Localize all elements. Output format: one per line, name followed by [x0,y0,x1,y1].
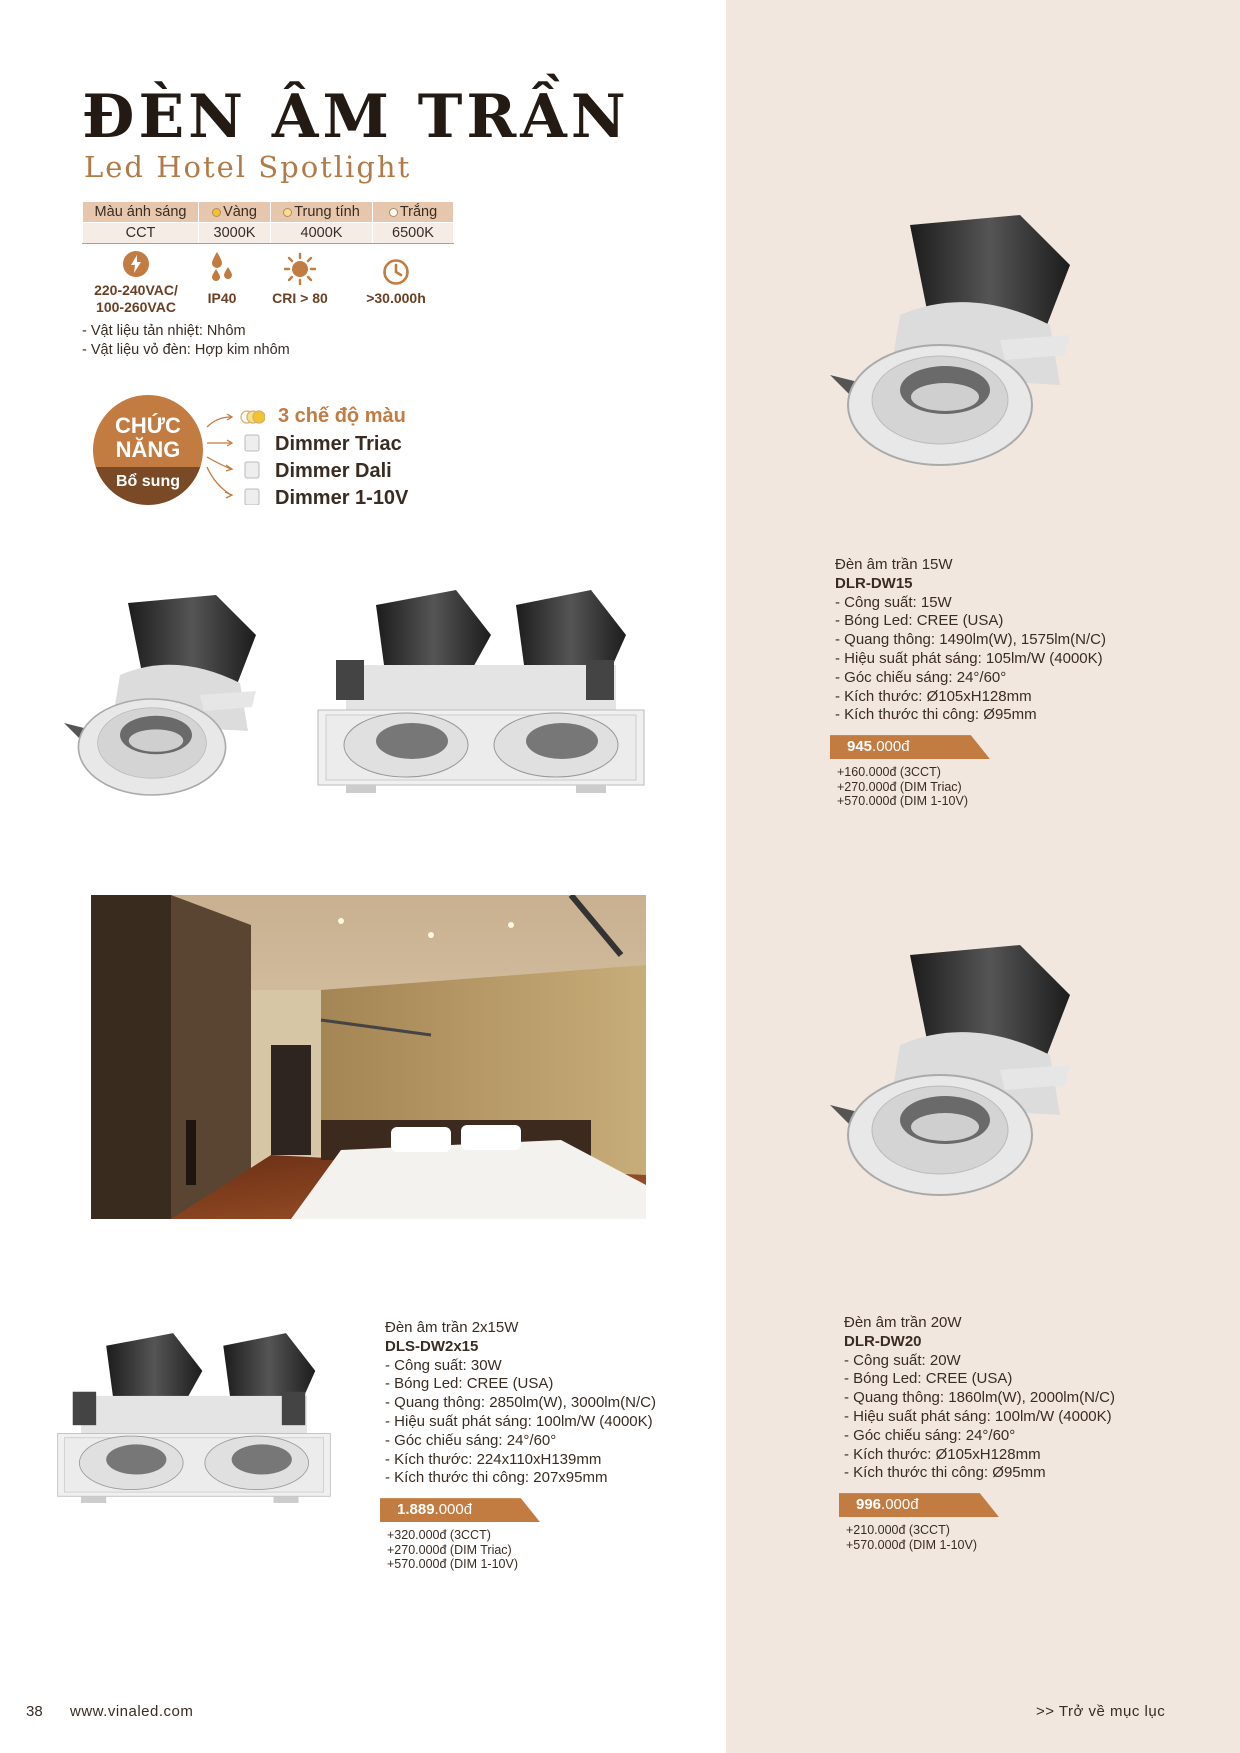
price-options [846,1523,1115,1552]
cct-head-label: Màu ánh sáng [83,202,199,223]
product-image-dls-dw2x15 [56,1328,332,1514]
feature-arrows [205,405,265,505]
spec-line: - Hiệu suất phát sáng: 100lm/W (4000K) [844,1407,1112,1425]
cct-value-label: CCT [83,223,199,244]
price-main: 945 [847,738,873,756]
spec-line: - Hiệu suất phát sáng: 100lm/W (4000K) [385,1412,653,1430]
product-name: Đèn âm trần 15W [835,556,953,573]
product-code: DLR-DW15 [835,574,913,592]
cool-dot-icon [389,208,398,217]
option-line: +270.000đ (DIM Triac) [837,779,962,794]
spec-line: - Kích thước: Ø105xH128mm [844,1445,1041,1463]
spec-cri: CRI > 80 [264,252,336,307]
feature-3cct: 3 chế độ màu [278,405,406,427]
clock-icon [382,258,410,286]
price-options [837,765,1106,809]
page-number: 38 [26,1703,43,1720]
material-housing: - Vật liệu vỏ đèn: Hợp kim nhôm [82,342,290,358]
feature-dimmer-triac: Dimmer Triac [275,433,402,455]
color-temperature-table [82,201,454,244]
product-name: Đèn âm trần 20W [844,1314,962,1331]
spec-line: - Quang thông: 1490lm(W), 1575lm(N/C) [835,631,1106,649]
cct-value-neutral: 4000K [271,223,373,244]
product-image-dlr-dw20 [830,935,1080,1205]
website-link[interactable]: www.vinaled.com [70,1703,194,1720]
sun-icon [283,252,317,286]
spec-voltage: 220-240VAC/ 100-260VAC [86,250,186,316]
cct-head-warm: Vàng [199,202,271,223]
warm-dot-icon [212,208,221,217]
option-line: +160.000đ (3CCT) [837,765,941,780]
back-to-contents-link[interactable]: >> Trở về mục lục [1036,1703,1166,1720]
material-heatsink: - Vật liệu tản nhiệt: Nhôm [82,323,246,339]
option-line: +570.000đ (DIM 1-10V) [846,1537,977,1552]
dimmer-dali-icon [245,462,259,478]
product-image-dlr-dw15 [830,205,1080,475]
option-line: +270.000đ (DIM Triac) [387,1542,512,1557]
spec-line: - Kích thước thi công: Ø95mm [835,706,1037,724]
spec-line: - Công suất: 30W [385,1356,502,1374]
feature-dimmer-1-10v: Dimmer 1-10V [275,487,409,509]
spec-lifetime: >30.000h [356,258,436,307]
cct-head-cool: Trắng [373,202,454,223]
page-subtitle: Led Hotel Spotlight [84,150,412,184]
badge-line2: NĂNG [115,437,181,462]
price-suffix: .000đ [872,738,910,756]
lightning-icon [122,250,150,278]
feature-dimmer-dali: Dimmer Dali [275,460,392,482]
spec-line: - Kích thước thi công: Ø95mm [844,1464,1046,1482]
option-line: +570.000đ (DIM 1-10V) [837,794,968,809]
badge-line3: Bổ sung [116,473,180,490]
spec-line: - Công suất: 20W [844,1351,961,1369]
dimmer-1-10v-icon [245,489,259,505]
spec-line: - Kích thước thi công: 207x95mm [385,1469,608,1487]
price-options [387,1528,656,1572]
price-tag [844,1493,1004,1517]
spec-line: - Bóng Led: CREE (USA) [835,612,1004,630]
product-name: Đèn âm trần 2x15W [385,1319,519,1336]
neutral-dot-icon [283,208,292,217]
spec-line: - Góc chiếu sáng: 24°/60° [844,1426,1016,1444]
price-suffix: .000đ [434,1501,473,1519]
option-line: +570.000đ (DIM 1-10V) [387,1557,518,1572]
price-tag [835,735,995,759]
spec-ip: IP40 [200,250,244,307]
product-dls-dw2x15 [385,1319,656,1572]
spec-line: - Quang thông: 1860lm(W), 2000lm(N/C) [844,1389,1115,1407]
option-line: +320.000đ (3CCT) [387,1528,491,1543]
spec-line: - Góc chiếu sáng: 24°/60° [835,668,1007,686]
product-dlr-dw20 [844,1314,1115,1552]
price-main: 996 [856,1496,882,1514]
function-badge [93,395,203,505]
price-tag [385,1498,545,1522]
spec-line: - Bóng Led: CREE (USA) [844,1370,1013,1388]
dimmer-triac-icon [245,435,259,451]
price-suffix: .000đ [881,1496,919,1514]
spec-line: - Bóng Led: CREE (USA) [385,1375,554,1393]
materials-list [82,322,290,360]
product-code: DLR-DW20 [844,1332,922,1350]
cct-value-cool: 6500K [373,223,454,244]
product-dlr-dw15 [835,556,1106,809]
product-image-double-spotlight [316,585,646,805]
water-drops-icon [208,250,236,286]
price-main: 1.889 [397,1501,435,1519]
page-title: ĐÈN ÂM TRẦN [82,82,630,152]
product-code: DLS-DW2x15 [385,1337,479,1355]
spec-line: - Hiệu suất phát sáng: 105lm/W (4000K) [835,649,1103,667]
spec-line: - Công suất: 15W [835,593,952,611]
spec-line: - Kích thước: Ø105xH128mm [835,687,1032,705]
spec-line: - Góc chiếu sáng: 24°/60° [385,1431,557,1449]
option-line: +210.000đ (3CCT) [846,1523,950,1538]
spec-line: - Kích thước: 224x110xH139mm [385,1450,602,1468]
cct-value-warm: 3000K [199,223,271,244]
hotel-room-photo [91,895,646,1219]
badge-line1: CHỨC [115,413,181,438]
product-image-single-spotlight [64,585,264,805]
cct-head-neutral: Trung tính [271,202,373,223]
spec-line: - Quang thông: 2850lm(W), 3000lm(N/C) [385,1394,656,1412]
